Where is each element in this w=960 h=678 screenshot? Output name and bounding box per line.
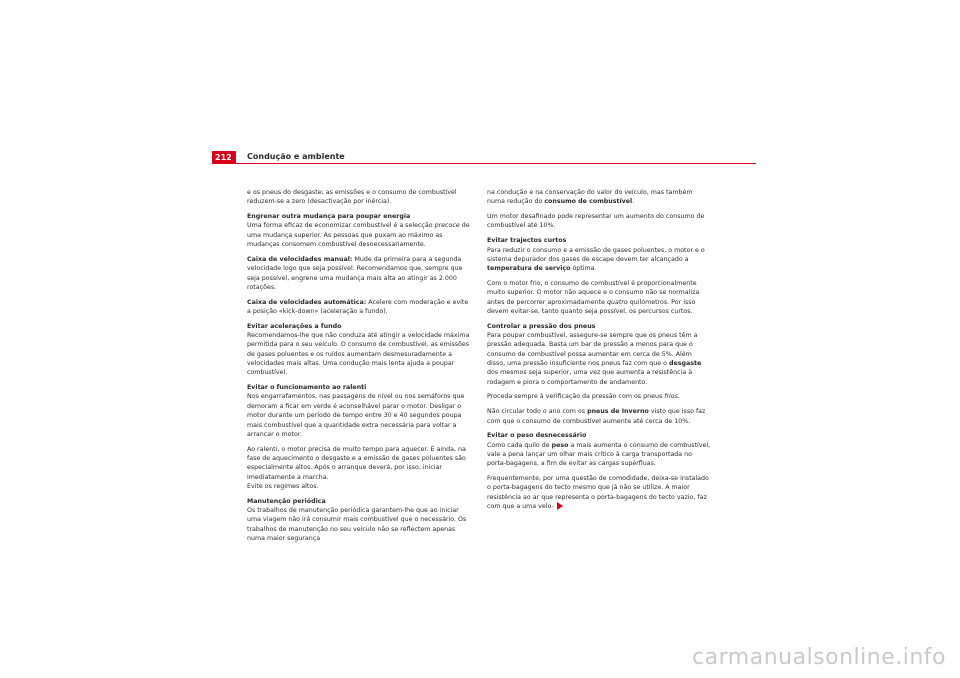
paragraph: na condução e na conservação do valor do veículo, mas também numa redução do consumo de combustível. (487, 189, 693, 206)
paragraph: Engrenar outra mudança para poupar energia Uma forma eficaz de economizar combustível é a selecção precoce de uma mudança superior. As pessoas que puxam ao máximo as mudanças consomem combustível desnecessariamente. (247, 213, 470, 249)
paragraph: e os pneus do desgaste; as emissões e o consumo de combustível reduzem-se a zero (desactivação por inércia). (247, 189, 457, 206)
paragraph: Não circular todo o ano com os pneus de Inverno visto que isso faz com que o consumo de combustível aumente até cerca de 10%. (487, 408, 706, 425)
subheading: Evitar o peso desnecessário (487, 432, 587, 440)
subheading: Evitar o funcionamento ao ralenti (247, 384, 367, 392)
paragraph: Evitar o funcionamento ao ralenti Nos engarrafamentos, nas passagens de nível ou nos semáforos que demoram a ficar em verde é aconselhável parar o motor. Desligar o motor durante um período de tempo entre 30 e 40 segundos poupa mais combustível que a quantidade extra necessária para voltar a arrancar o motor. (247, 383, 471, 439)
section-title: Condução e ambiente (247, 152, 345, 161)
watermark: carmanualsonline.info (692, 645, 946, 670)
page-number: 212 (212, 151, 236, 164)
paragraph: Caixa de velocidades automática: Acelere com moderação e evite a posição «kick-down» (aceleração a fundo). (247, 298, 469, 315)
paragraph: Com o motor frio, o consumo de combustível é proporcionalmente muito superior. O motor não aquece e o consumo não se normaliza antes de percorrer aproximadamente quatro quilómetros. Por isso devem evitar-se, tanto quanto seja possível, os percursos curtos. (487, 279, 700, 315)
inline-label: Caixa de velocidades automática: (247, 298, 367, 306)
paragraph: Controlar a pressão dos pneus Para poupar combustível, assegure-se sempre que os pneus têm a pressão adequada. Basta um bar de pressão a menos para que o consumo de combustível possa aumentar em cerca de 5%. Além disso, uma pressão insuficiente nos pneus faz com que o desgaste dos mesmos seja superior, uma vez que aumenta a resistência à rodagem e piora o comportamento de andamento. (487, 322, 711, 387)
paragraph: Um motor desafinado pode representar um aumento do consumo de combustível até 10%. (487, 213, 705, 230)
continue-arrow-icon (557, 502, 563, 510)
paragraph: Proceda sempre à verificação da pressão com os pneus frios. (487, 393, 680, 401)
paragraph: Evitar trajectos curtos Para reduzir o consumo e a emissão de gases poluentes, o motor e o sistema depurador dos gases de escape devem ter alcançado a temperatura de serviço óptima. (487, 236, 711, 273)
paragraph: Evitar o peso desnecessário Como cada quilo de peso a mais aumenta o consumo de combustível, vale a pena lançar um olhar mais crítico à carga transportada no porta-bagagens, a fim de evitar as cargas supérfluas. (487, 432, 711, 468)
inline-label: Caixa de velocidades manual: (247, 255, 353, 263)
subheading: Manutenção periódica (247, 497, 326, 505)
left-column (247, 188, 471, 549)
paragraph: Frequentemente, por uma questão de comodidade, deixa-se instalado o porta-bagagens do tecto mesmo que já não se utilize. A maior resistência ao ar que representa o porta-bagagens do tecto vazio, faz com que a uma velo- (487, 475, 709, 511)
paragraph: Caixa de velocidades manual: Mude da primeira para a segunda velocidade logo que seja possível. Recomendamos que, sempre que seja possível, engrene uma mudança mais alta ao atingir as 2.000 rotações. (247, 255, 463, 291)
paragraph: Evitar acelerações a fundo Recomendamos-lhe que não conduza até atingir a velocidade máxima permitida para o seu veículo. O consumo de combustível, as emissões de gases poluentes e os ruídos aumentam desmesuradamente a velocidades mais altas. Uma condução mais lenta ajuda a poupar combustível. (247, 322, 470, 377)
right-column (487, 188, 711, 517)
paragraph: Manutenção periódica Os trabalhos de manutenção periódica garantem-lhe que ao iniciar uma viagem não irá consumir mais combustível que o necessário. Os trabalhos de manutenção no seu veículo não se reflectem apenas numa maior segurança (247, 497, 471, 544)
subheading: Evitar acelerações a fundo (247, 322, 342, 330)
paragraph: Ao ralenti, o motor precisa de muito tempo para aquecer. E ainda, na fase de aquecimento o desgaste e a emissão de gases poluentes são especialmente altos. Após o arranque deverá, por isso, iniciar imediatamente a marcha. Evite os regimes altos. (247, 445, 466, 490)
subheading: Controlar a pressão dos pneus (487, 322, 596, 330)
subheading: Evitar trajectos curtos (487, 237, 567, 245)
subheading: Engrenar outra mudança para poupar energia (247, 213, 411, 221)
header-rule (212, 163, 756, 164)
